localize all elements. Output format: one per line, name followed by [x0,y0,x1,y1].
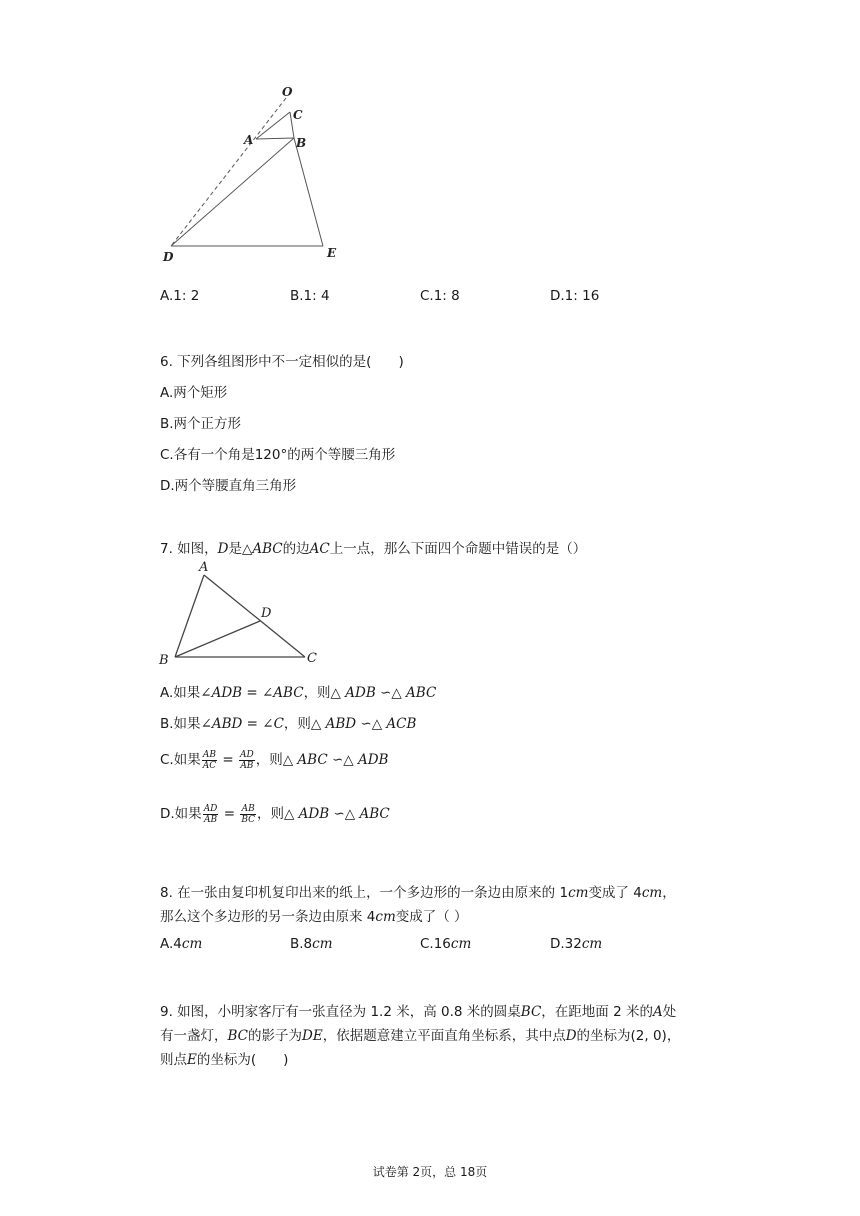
fraction-numerator: AD [240,749,254,760]
q9-text-4: 有一盏灯， [160,1028,228,1044]
fraction-numerator: AD [203,803,218,814]
line-ca [256,112,290,139]
q8-text-4: 那么这个多边形的另一条边由原来 4 [160,909,376,925]
q8-stem-line-2 [160,905,468,925]
q5-option-a: A.1: 2 [160,288,200,304]
q7-option-d-prefix: D.如果 [160,806,202,822]
q9-text-9: 则点 [160,1052,187,1068]
q9-var-bc-2: BC [227,1028,249,1044]
q7-option-b-condition: ∠ABD = ∠C [200,716,284,732]
q9-var-e: E [187,1052,197,1068]
q8-stem-line-1 [160,881,676,901]
label-e: E [327,246,337,260]
q8-option-b-unit: cm [312,936,333,952]
q7-stem-var-d: D [217,541,229,557]
q8-option-c-value: C.16 [420,936,451,952]
q9-text-3: 处 [662,1004,677,1020]
q7-stem-text-1: 7. 如图， [160,541,218,557]
q6-option-d: D.两个等腰直角三角形 [160,478,297,494]
fraction-numerator: AB [241,803,255,814]
line-be [294,138,323,246]
figure-abc-triangle [155,558,325,670]
q7-stem [160,537,586,557]
q8-text-3: ， [662,885,676,901]
q7-option-a-prefix: A.如果 [160,685,201,701]
q9-stem-line-2 [160,1024,680,1044]
figure-odbe-triangle [150,80,360,270]
q5-option-d: D.1: 16 [550,288,600,304]
q7-stem-text-4: 上一点，那么下面四个命题中错误的是（） [329,541,587,557]
q7-stem-var-ac: AC [309,541,330,557]
q8-unit-1: cm [568,885,589,901]
q7-option-c-equals: = [218,752,239,768]
q7-option-d [160,802,390,825]
q7-option-d-fraction-1 [203,804,219,825]
line-bd [175,621,260,657]
q9-stem-line-3 [160,1048,288,1068]
q8-option-d [550,936,602,952]
q9-text-8: ， [666,1028,681,1044]
q8-option-b-value: B.8 [290,936,313,952]
q7-option-c-conclusion: ABC ∽△ ADB [297,752,389,768]
q7-option-d-conclusion: ADB ∽△ ABC [298,806,390,822]
q9-var-d: D [565,1028,577,1044]
q9-text-7: 的坐标为 [576,1028,631,1044]
label-o: O [282,85,293,99]
q6-stem: 6. 下列各组图形中不一定相似的是( ) [160,354,404,370]
q7-stem-text-2: 是△ [228,541,253,557]
q7-option-b [160,712,416,732]
label-c: C [293,108,303,122]
q9-text-6: ，依据题意建立平面直角坐标系，其中点 [322,1028,566,1044]
q7-option-a-then: ，则△ [303,685,346,701]
q9-var-bc: BC [520,1004,542,1020]
label-d: D [261,606,272,621]
q7-option-d-fraction-2 [240,804,256,825]
q8-unit-2: cm [641,885,663,901]
q9-stem-line-1 [160,1000,676,1020]
q8-text-5: 变成了（ ） [395,909,468,925]
q7-option-c-then: ，则△ [255,752,298,768]
q9-text-2: ，在距地面 2 米的 [541,1004,653,1020]
q7-option-c [160,748,388,771]
dashed-line-od [171,98,286,246]
q6-option-c: C.各有一个角是120°的两个等腰三角形 [160,447,396,463]
q7-option-c-prefix: C.如果 [160,752,201,768]
q8-option-c [420,936,471,952]
fraction-numerator: AB [202,749,216,760]
q6-option-b: B.两个正方形 [160,416,242,432]
line-bd [171,138,294,246]
q9-var-de: DE [302,1028,323,1044]
label-a: A [199,560,209,575]
q8-option-c-unit: cm [450,936,472,952]
line-ac [204,575,305,657]
q7-option-c-fraction-2 [239,750,255,771]
q9-text-5: 的影子为 [248,1028,303,1044]
label-d: D [163,250,174,264]
q7-option-b-then: ，则△ [283,716,326,732]
q8-text-2: 变成了 4 [588,885,642,901]
q8-option-a [160,936,202,952]
q7-option-c-fraction-1 [202,750,217,771]
q9-var-a: A [652,1004,663,1020]
q7-option-b-prefix: B.如果 [160,716,201,732]
label-a: A [244,133,254,147]
q8-text-1: 8. 在一张由复印机复印出来的纸上，一个多边形的一条边由原来的 1 [160,885,569,901]
q7-option-a-conclusion: ADB ∽△ ABC [345,685,437,701]
q7-option-d-equals: = [219,806,240,822]
page-footer: 试卷第 2页，总 18页 [372,1165,488,1179]
fraction-denominator: BC [241,814,255,825]
q7-option-a [160,681,436,701]
q6-option-a: A.两个矩形 [160,385,228,401]
label-c: C [307,651,317,666]
q9-text-1: 9. 如图，小明家客厅有一张直径为 1.2 米，高 0.8 米的圆桌 [160,1004,521,1020]
label-b: B [296,136,307,150]
q7-stem-var-abc: ABC [252,541,283,557]
q7-option-b-conclusion: ABD ∽△ ACB [325,716,417,732]
q8-option-a-unit: cm [181,936,203,952]
q7-stem-text-3: 的边 [282,541,310,557]
q5-option-b: B.1: 4 [290,288,330,304]
fraction-denominator: AB [240,760,254,771]
q8-option-a-value: A.4 [160,936,182,952]
q9-coordinate: (2, 0) [630,1028,667,1044]
line-ab [175,575,204,657]
q9-text-10: 的坐标为( ) [196,1052,289,1068]
q7-option-d-then: ，则△ [256,806,299,822]
line-ab [256,138,294,139]
fraction-denominator: AB [203,814,218,825]
q7-option-a-condition: ∠ADB = ∠ABC [200,685,304,701]
q8-option-d-unit: cm [581,936,603,952]
q8-option-b [290,936,333,952]
q8-option-d-value: D.32 [550,936,582,952]
fraction-denominator: AC [202,760,217,771]
q8-unit-3: cm [375,909,396,925]
label-b: B [159,653,169,668]
q5-option-c: C.1: 8 [420,288,460,304]
